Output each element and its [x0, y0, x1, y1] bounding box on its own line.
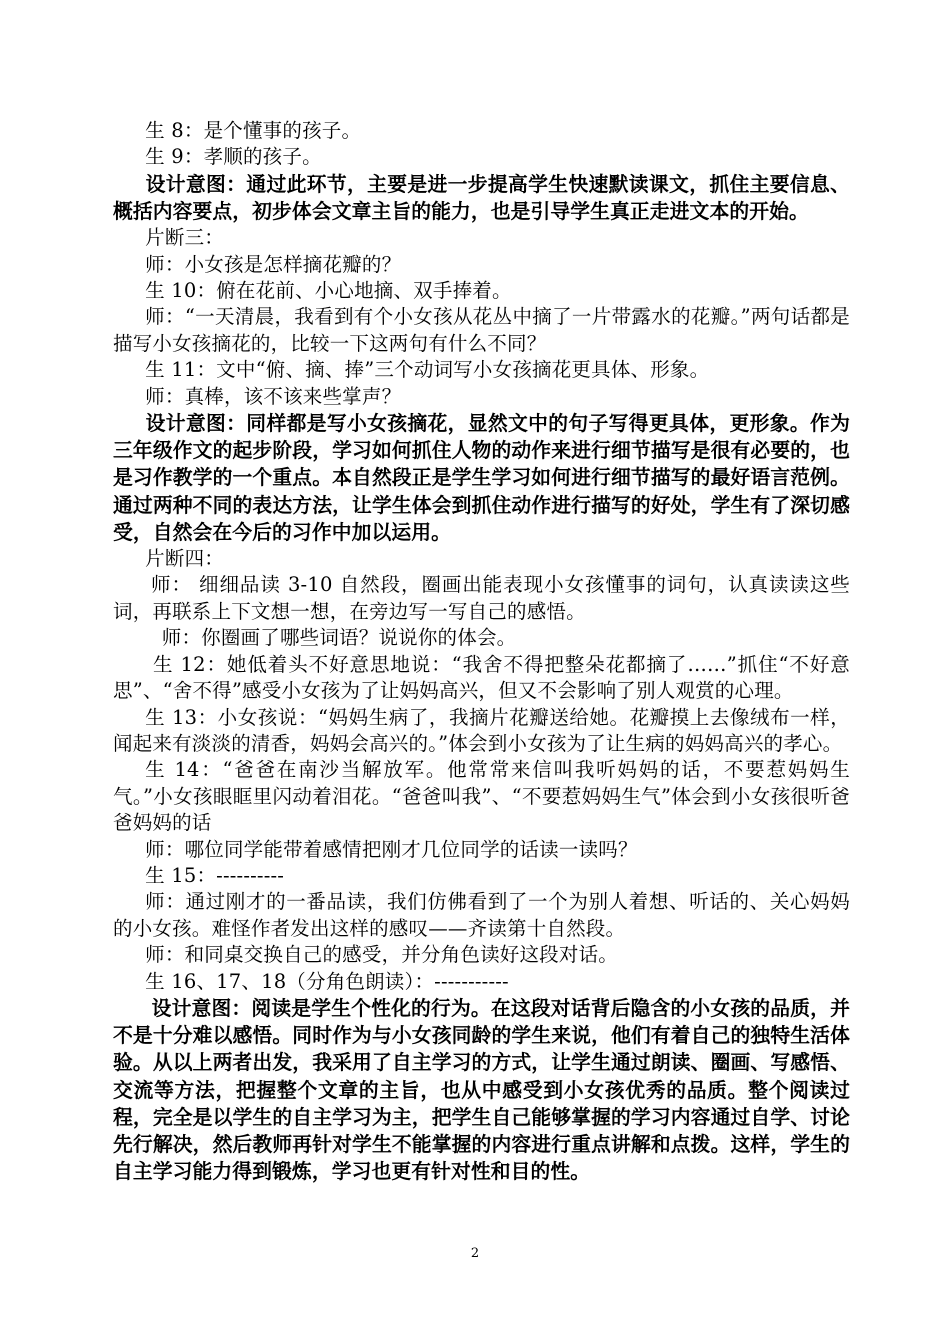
paragraph: 生 9：孝顺的孩子。: [145, 145, 322, 169]
paragraph: 师：你圈画了哪些词语？说说你的体会。: [161, 626, 517, 650]
paragraph: 生 12：她低着头不好意思地说：“我舍不得把整朵花都摘了……”抓住“不好意思”、“舍不得”感受小女孩为了让妈妈高兴，但又不会影响了别人观赏的心理。: [113, 652, 850, 703]
paragraph: 生 11：文中“俯、摘、捧”三个动词写小女孩摘花更具体、形象。: [145, 358, 710, 382]
paragraph: 生 15：----------: [145, 863, 285, 887]
design-intent-paragraph: 设计意图：通过此环节，主要是进一步提高学生快速默读课文，抓住主要信息、概括内容要点，初步体会文章主旨的能力，也是引导学生真正走进文本的开始。: [113, 172, 850, 224]
paragraph: 生 16、17、18（分角色朗读）：-----------: [145, 969, 509, 993]
paragraph: 师：小女孩是怎样摘花瓣的？: [145, 252, 402, 276]
paragraph: 生 10：俯在花前、小心地摘、双手捧着。: [145, 279, 512, 303]
section-heading: 片断三：: [145, 226, 224, 250]
section-heading: 片断四：: [145, 547, 224, 571]
document-body: [113, 118, 850, 1185]
design-intent-paragraph: 设计意图：同样都是写小女孩摘花，显然文中的句子写得更具体，更形象。作为三年级作文的起步阶段，学习如何抓住人物的动作来进行细节描写是很有必要的，也是习作教学的一个重点。本自然段正是学生学习如何进行细节描写的最好语言范例。通过两种不同的表达方法，让学生体会到抓住动作进行描写的好处，学生有了深切感受，自然会在今后的习作中加以运用。: [113, 412, 850, 544]
design-intent-paragraph: 设计意图：阅读是学生个性化的行为。在这段对话背后隐含的小女孩的品质，并不是十分难以感悟。同时作为与小女孩同龄的学生来说，他们有着自己的独特生活体验。从以上两者出发，我采用了自主学习的方式，让学生通过朗读、圈画、写感悟、交流等方法，把握整个文章的主旨，也从中感受到小女孩优秀的品质。整个阅读过程，完全是以学生的自主学习为主，把学生自己能够掌握的学习内容通过自学、讨论先行解决，然后教师再针对学生不能掌握的内容进行重点讲解和点拨。这样，学生的自主学习能力得到锻炼，学习也更有针对性和目的性。: [113, 996, 850, 1184]
paragraph: 师：通过刚才的一番品读，我们仿佛看到了一个为别人着想、听话的、关心妈妈的小女孩。难怪作者发出这样的感叹——齐读第十自然段。: [113, 890, 850, 940]
paragraph: 师：哪位同学能带着感情把刚才几位同学的话读一读吗？: [145, 837, 638, 861]
paragraph: 师： 细细品读 3-10 自然段，圈画出能表现小女孩懂事的词句，认真读读这些词，再联系上下文想一想，在旁边写一写自己的感悟。: [113, 573, 850, 623]
paragraph: 师：和同桌交换自己的感受，并分角色读好这段对话。: [145, 943, 618, 967]
paragraph: 师：真棒，该不该来些掌声？: [145, 384, 402, 408]
paragraph: 生 8：是个懂事的孩子。: [145, 119, 362, 142]
paragraph: 生 14：“爸爸在南沙当解放军。他常常来信叫我听妈妈的话，不要惹妈妈生气。”小女孩眼眶里闪动着泪花。“爸爸叫我”、“不要惹妈妈生气”体会到小女孩很听爸爸妈妈的话: [113, 758, 850, 835]
page-number: 2: [470, 1246, 480, 1261]
paragraph: 生 13：小女孩说：“妈妈生病了，我摘片花瓣送给她。花瓣摸上去像绒布一样，闻起来有淡淡的清香，妈妈会高兴的。”体会到小女孩为了让生病的妈妈高兴的孝心。: [113, 705, 850, 755]
paragraph: 师：“一天清晨，我看到有个小女孩从花丛中摘了一片带露水的花瓣。”两句话都是描写小女孩摘花的，比较一下这两句有什么不同？: [113, 305, 850, 355]
